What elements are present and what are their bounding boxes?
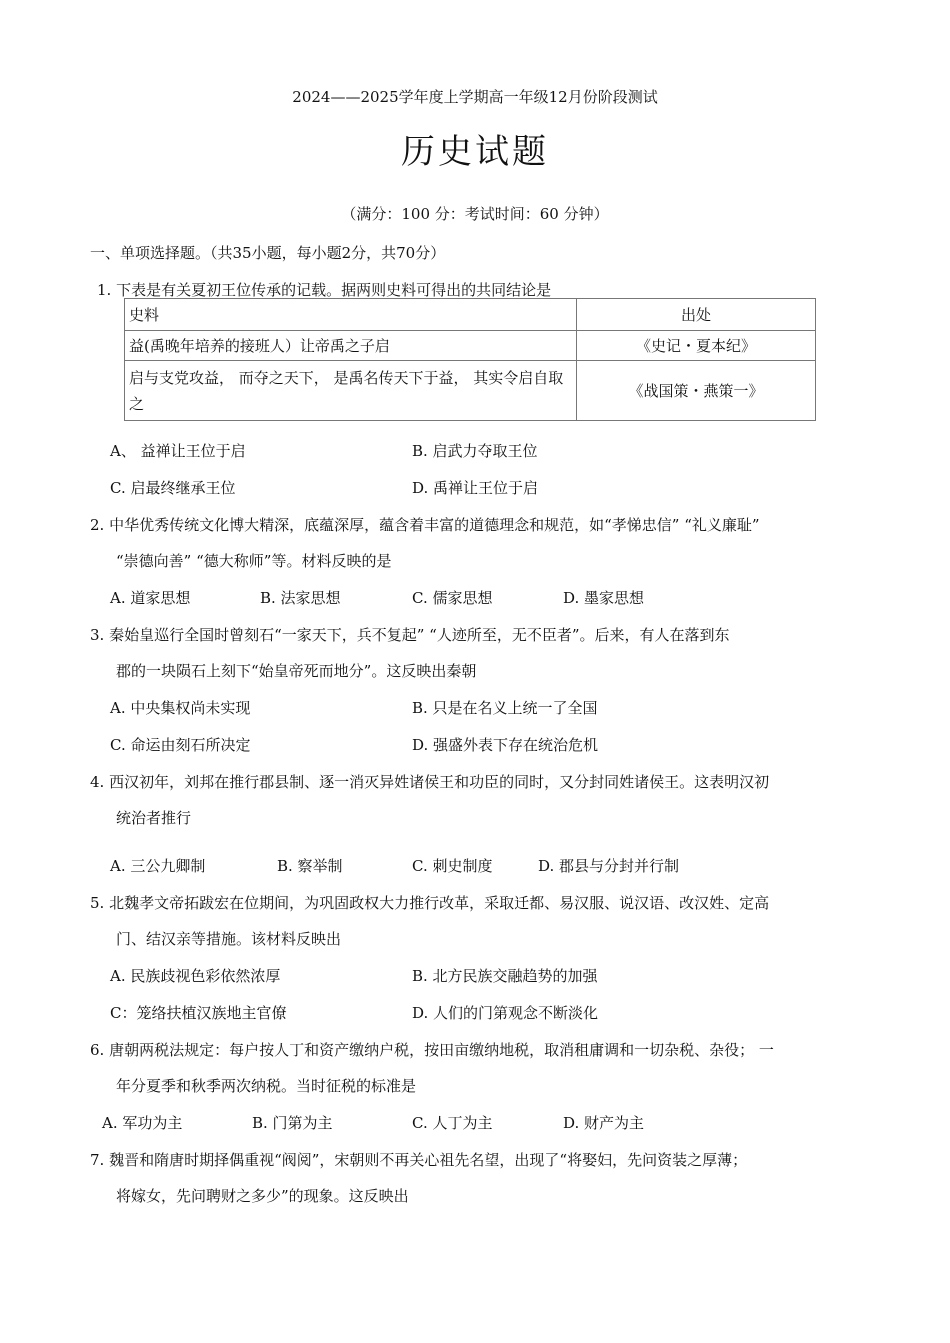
q1-option-a: A、 益禅让王位于启 xyxy=(110,442,246,460)
question-6-stem-line2: 年分夏季和秋季两次纳税。当时征税的标准是 xyxy=(116,1077,417,1095)
q3-option-a: A. 中央集权尚未实现 xyxy=(110,699,251,717)
q5-option-a: A. 民族歧视色彩依然浓厚 xyxy=(110,967,281,985)
page-title: 历史试题 xyxy=(401,132,549,172)
table-header-origin: 出处 xyxy=(577,299,816,331)
q1-option-c: C. 启最终继承王位 xyxy=(110,479,236,497)
question-7-stem-line2: 将嫁女，先问聘财之多少”的现象。这反映出 xyxy=(116,1187,409,1205)
q5-option-c: C：笼络扶植汉族地主官僚 xyxy=(110,1004,287,1022)
q1-option-b: B. 启武力夺取王位 xyxy=(412,442,538,460)
q4-option-a: A. 三公九卿制 xyxy=(110,857,206,875)
q2-option-a: A. 道家思想 xyxy=(110,589,191,607)
q1-option-d: D. 禹禅让王位于启 xyxy=(412,479,539,497)
question-1-stem: 1. 下表是有关夏初王位传承的记载。据两则史料可得出的共同结论是 xyxy=(97,281,552,299)
q5-option-d: D. 人们的门第观念不断淡化 xyxy=(412,1004,599,1022)
q4-option-b: B. 察举制 xyxy=(277,857,343,875)
question-2-stem-line1: 2. 中华优秀传统文化博大精深，底蕴深厚，蕴含着丰富的道德理念和规范，如“孝悌忠信” “礼义廉耻” xyxy=(90,516,760,534)
q5-option-b: B. 北方民族交融趋势的加强 xyxy=(412,967,598,985)
question-5-stem-line2: 门、结汉亲等措施。该材料反映出 xyxy=(116,930,342,948)
q3-option-d: D. 强盛外表下存在统治危机 xyxy=(412,736,599,754)
question-7-stem-line1: 7. 魏晋和隋唐时期择偶重视“阀阅”，宋朝则不再关心祖先名望，出现了“将娶妇，先问资装之厚薄； xyxy=(90,1151,748,1169)
q3-option-b: B. 只是在名义上统一了全国 xyxy=(412,699,598,717)
source-table xyxy=(124,298,816,421)
q2-option-d: D. 墨家思想 xyxy=(563,589,645,607)
section-heading: 一、单项选择题。（共35小题，每小题2分，共70分） xyxy=(90,244,446,262)
question-5-stem-line1: 5. 北魏孝文帝拓跋宏在位期间，为巩固政权大力推行改革，采取迁都、易汉服、说汉语、改汉姓、定高 xyxy=(90,894,770,912)
q3-option-c: C. 命运由刻石所决定 xyxy=(110,736,251,754)
q4-option-d: D. 郡县与分封并行制 xyxy=(538,857,680,875)
table-cell: 益(禹晚年培养的接班人）让帝禹之子启 xyxy=(125,331,577,361)
question-4-stem-line2: 统治者推行 xyxy=(116,809,192,827)
question-6-stem-line1: 6. 唐朝两税法规定：每户按人丁和资产缴纳户税，按田亩缴纳地税，取消租庸调和一切杂税、杂役； 一 xyxy=(90,1041,774,1059)
table-cell: 《史记・夏本纪》 xyxy=(577,331,816,361)
q6-option-d: D. 财产为主 xyxy=(563,1114,645,1132)
table-cell: 《战国策・燕策一》 xyxy=(577,361,816,421)
q4-option-c: C. 刺史制度 xyxy=(412,857,493,875)
question-2-stem-line2: “崇德向善” “德大称师”等。材料反映的是 xyxy=(116,552,392,570)
q2-option-c: C. 儒家思想 xyxy=(412,589,493,607)
question-3-stem-line2: 郡的一块陨石上刻下“始皇帝死而地分”。这反映出秦朝 xyxy=(116,662,477,680)
q6-option-c: C. 人丁为主 xyxy=(412,1114,493,1132)
q2-option-b: B. 法家思想 xyxy=(260,589,341,607)
exam-header: 2024——2025学年度上学期高一年级12月份阶段测试 xyxy=(292,88,658,106)
question-3-stem-line1: 3. 秦始皇巡行全国时曾刻石“一家天下，兵不复起” “人迹所至，无不臣者”。后来，有人在落到东 xyxy=(90,626,730,644)
table-header-source: 史料 xyxy=(125,299,577,331)
question-4-stem-line1: 4. 西汉初年，刘邦在推行郡县制、逐一消灭异姓诸侯王和功臣的同时，又分封同姓诸侯王。这表明汉初 xyxy=(90,773,770,791)
q6-option-a: A. 军功为主 xyxy=(102,1114,183,1132)
exam-info: （满分：100 分：考试时间：60 分钟） xyxy=(341,205,609,223)
q6-option-b: B. 门第为主 xyxy=(252,1114,333,1132)
table-cell: 启与支党攻益， 而夺之天下， 是禹名传天下于益， 其实令启自取之 xyxy=(125,361,577,421)
